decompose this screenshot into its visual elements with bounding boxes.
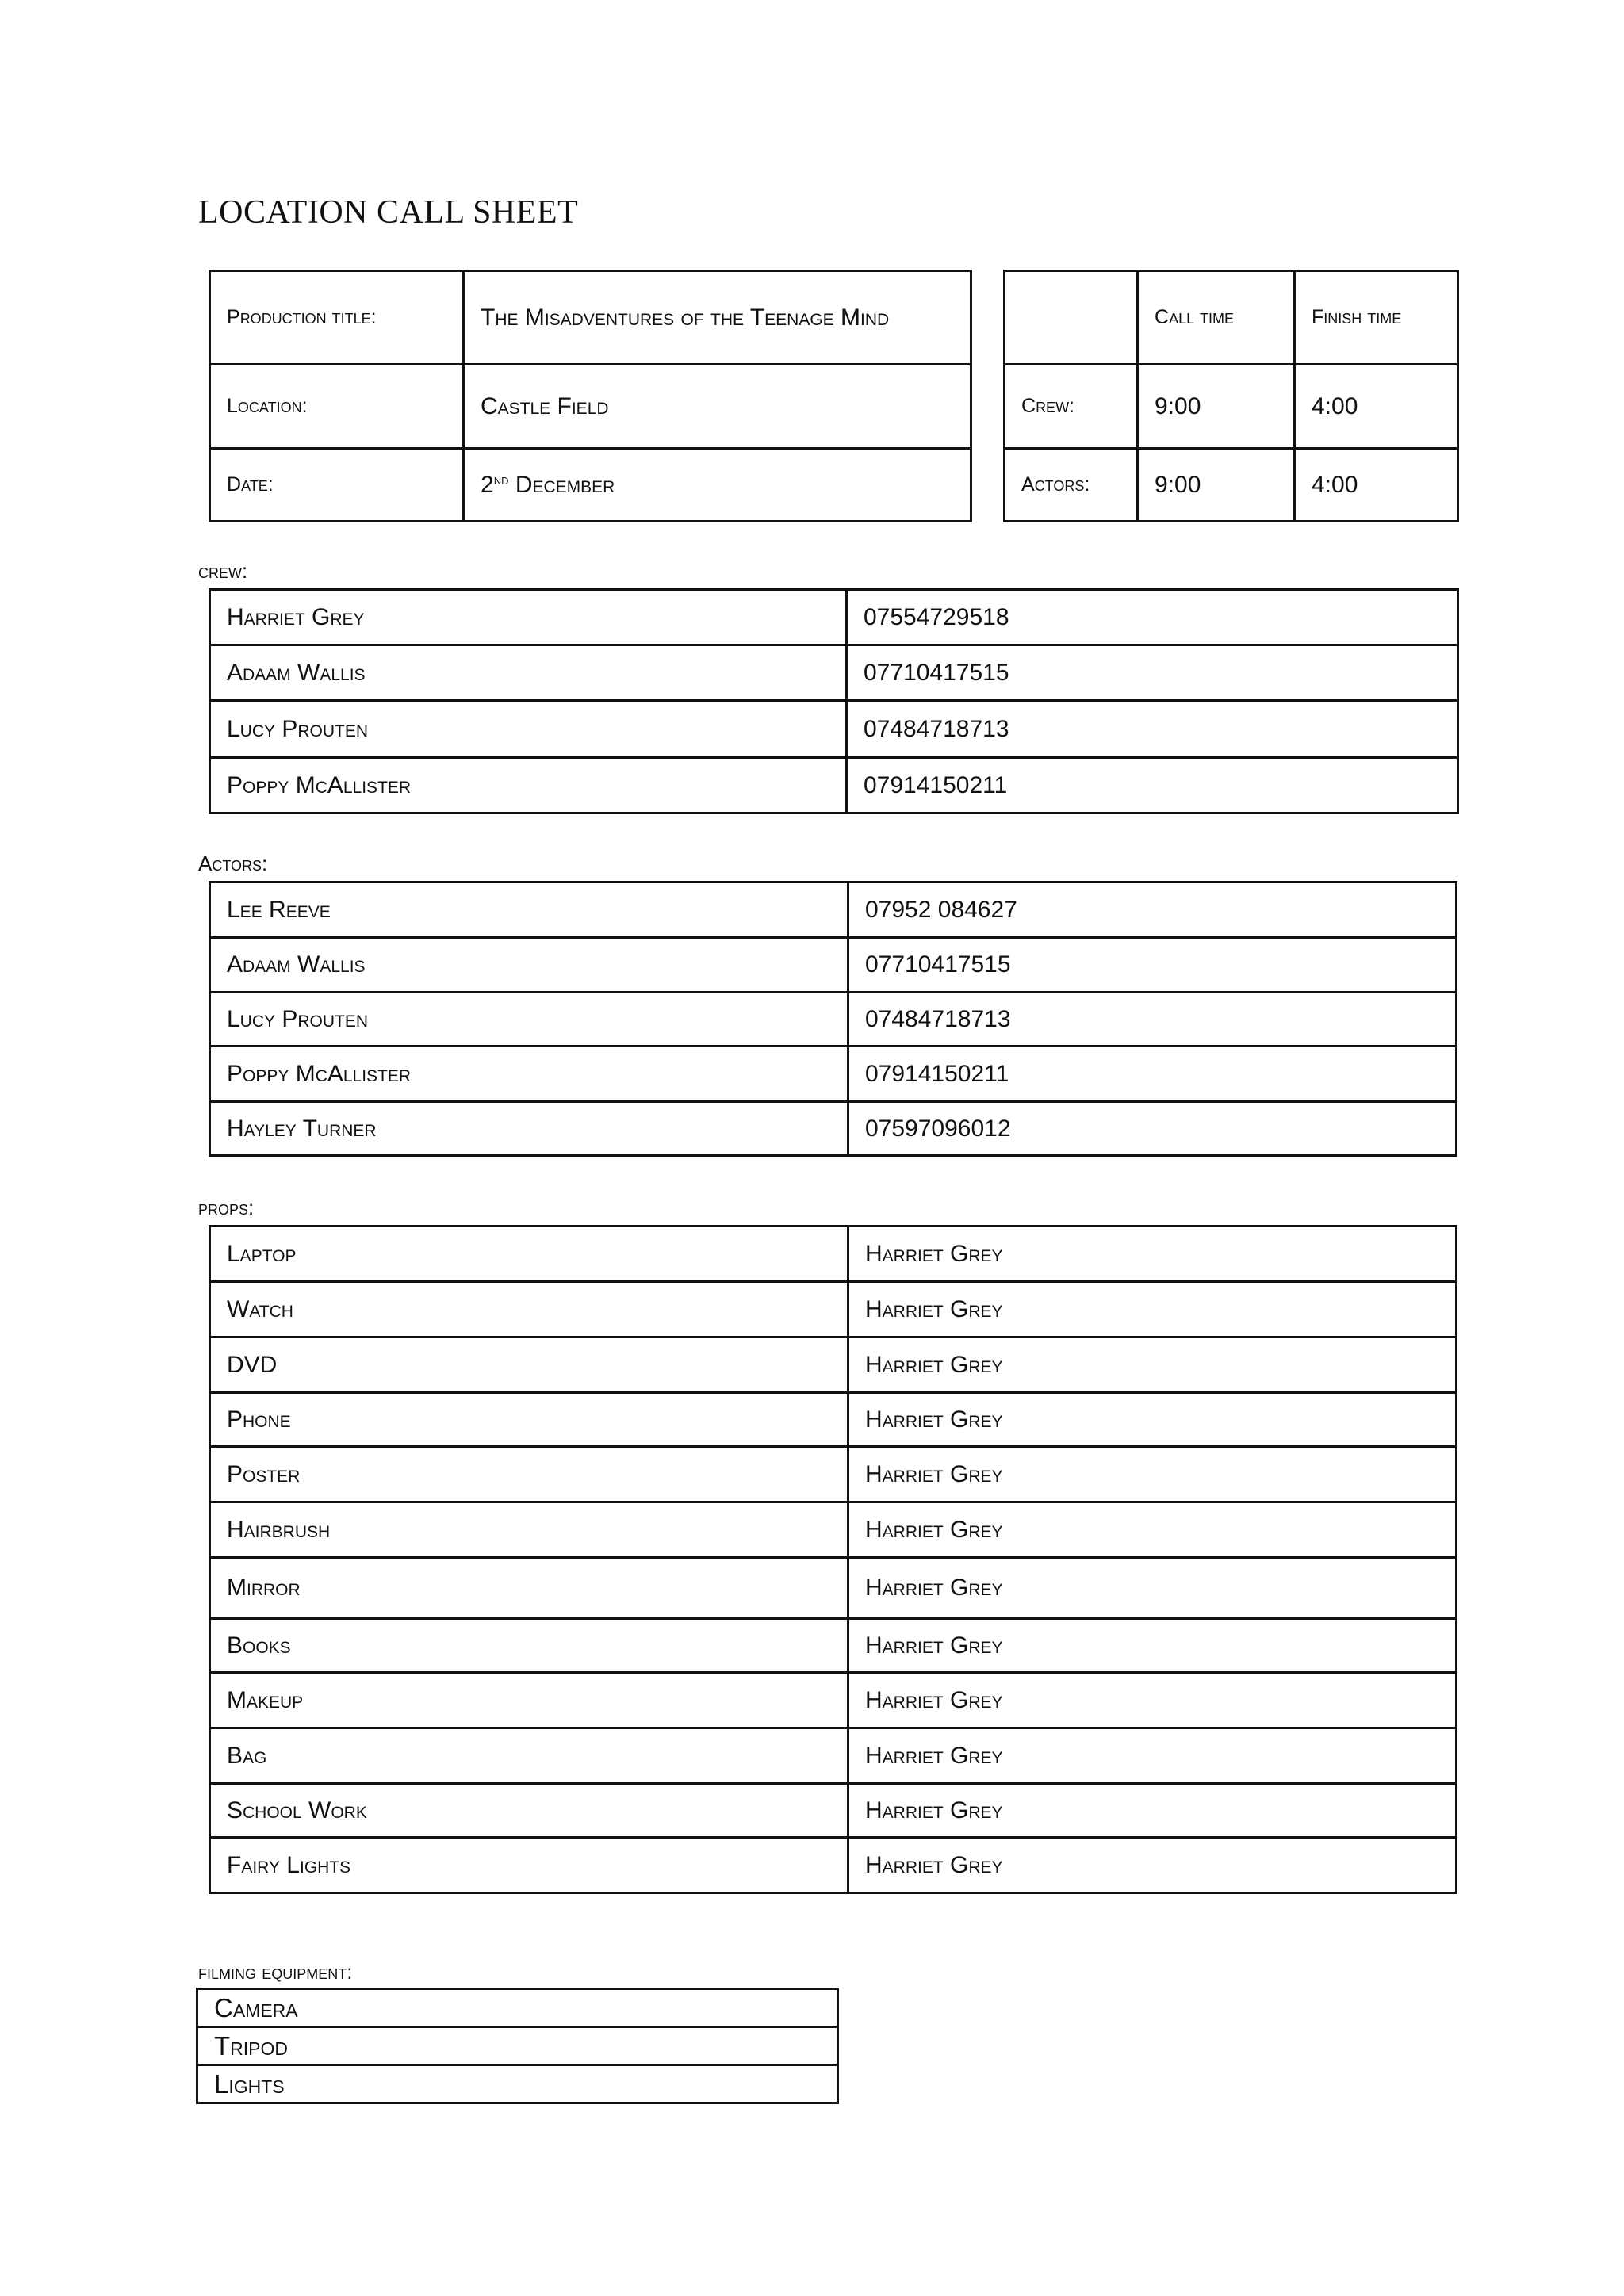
production-title-label: Production title:: [210, 271, 464, 365]
location-row: [210, 365, 971, 449]
props-table: [209, 1225, 1457, 1894]
prop-item: School Work: [210, 1784, 848, 1838]
prop-item: Mirror: [210, 1558, 848, 1619]
crew-name: Adaam Wallis: [210, 645, 847, 701]
prop-owner: Harriet Grey: [848, 1673, 1457, 1728]
crew-call-time: 9:00: [1138, 365, 1295, 449]
actors-finish-time: 4:00: [1295, 449, 1458, 522]
call-times-table: [1003, 270, 1459, 522]
date-value: [464, 449, 971, 522]
prop-owner: Harriet Grey: [848, 1226, 1457, 1282]
crew-name: Harriet Grey: [210, 590, 847, 645]
prop-owner: Harriet Grey: [848, 1728, 1457, 1784]
crew-phone: 07554729518: [847, 590, 1458, 645]
list-item: [197, 2027, 838, 2065]
times-header-empty: [1005, 271, 1138, 365]
table-row: [210, 993, 1457, 1047]
crew-finish-time: 4:00: [1295, 365, 1458, 449]
table-row: [210, 701, 1458, 758]
table-row: [210, 1447, 1457, 1502]
table-row: [210, 758, 1458, 813]
actors-call-time: 9:00: [1138, 449, 1295, 522]
crew-times-label: Crew:: [1005, 365, 1138, 449]
actors-table: [209, 881, 1457, 1157]
crew-phone: 07914150211: [847, 758, 1458, 813]
crew-phone: 07710417515: [847, 645, 1458, 701]
crew-times-row: [1005, 365, 1458, 449]
prop-item: Laptop: [210, 1226, 848, 1282]
prop-owner: Harriet Grey: [848, 1282, 1457, 1337]
date-month: December: [515, 471, 615, 498]
prop-owner: Harriet Grey: [848, 1502, 1457, 1558]
location-label: Location:: [210, 365, 464, 449]
table-row: [210, 1728, 1457, 1784]
list-item: [197, 1989, 838, 2027]
date-label: Date:: [210, 449, 464, 522]
call-time-header: Call time: [1138, 271, 1295, 365]
table-row: [210, 1502, 1457, 1558]
crew-table: [209, 588, 1459, 814]
actors-section-label: Actors:: [198, 851, 268, 875]
table-row: [210, 1226, 1457, 1282]
actor-phone: 07710417515: [848, 938, 1457, 993]
table-row: [210, 1047, 1457, 1102]
table-row: [210, 1784, 1457, 1838]
actor-phone: 07484718713: [848, 993, 1457, 1047]
actor-name: Hayley Turner: [210, 1102, 848, 1156]
table-row: [210, 882, 1457, 938]
equipment-item: Camera: [197, 1989, 838, 2027]
list-item: [197, 2065, 838, 2103]
prop-item: Watch: [210, 1282, 848, 1337]
table-row: [210, 1838, 1457, 1893]
props-section-label: props:: [198, 1196, 255, 1219]
actor-name: Adaam Wallis: [210, 938, 848, 993]
equipment-item: Lights: [197, 2065, 838, 2103]
date-row: [210, 449, 971, 522]
actor-phone: 07597096012: [848, 1102, 1457, 1156]
table-row: [210, 1673, 1457, 1728]
prop-owner: Harriet Grey: [848, 1558, 1457, 1619]
crew-section-label: crew:: [198, 559, 248, 583]
table-row: [210, 590, 1458, 645]
table-row: [210, 645, 1458, 701]
prop-item: Hairbrush: [210, 1502, 848, 1558]
production-info-table: [209, 270, 972, 522]
actor-name: Poppy McAllister: [210, 1047, 848, 1102]
prop-owner: Harriet Grey: [848, 1393, 1457, 1447]
actors-times-label: Actors:: [1005, 449, 1138, 522]
times-header-row: [1005, 271, 1458, 365]
table-row: [210, 1337, 1457, 1393]
date-day: 2: [481, 471, 494, 498]
prop-owner: Harriet Grey: [848, 1784, 1457, 1838]
actor-phone: 07914150211: [848, 1047, 1457, 1102]
prop-item: Poster: [210, 1447, 848, 1502]
crew-name: Lucy Prouten: [210, 701, 847, 758]
prop-item: Phone: [210, 1393, 848, 1447]
prop-item: Books: [210, 1619, 848, 1673]
date-suffix: nd: [493, 471, 509, 488]
table-row: [210, 1393, 1457, 1447]
prop-item: Bag: [210, 1728, 848, 1784]
prop-owner: Harriet Grey: [848, 1838, 1457, 1893]
finish-time-header: finish time: [1295, 271, 1458, 365]
actors-times-row: [1005, 449, 1458, 522]
actor-name: Lee Reeve: [210, 882, 848, 938]
prop-owner: Harriet Grey: [848, 1337, 1457, 1393]
production-title-row: [210, 271, 971, 365]
actor-phone: 07952 084627: [848, 882, 1457, 938]
equipment-section-label: filming equipment:: [198, 1960, 353, 1984]
table-row: [210, 1558, 1457, 1619]
crew-name: Poppy McAllister: [210, 758, 847, 813]
prop-item: Fairy Lights: [210, 1838, 848, 1893]
location-value: Castle Field: [464, 365, 971, 449]
actor-name: Lucy Prouten: [210, 993, 848, 1047]
table-row: [210, 1102, 1457, 1156]
prop-item: DVD: [210, 1337, 848, 1393]
page-title: LOCATION CALL SHEET: [198, 194, 579, 231]
equipment-table: [196, 1988, 839, 2104]
production-title-value: The Misadventures of the Teenage Mind: [464, 271, 971, 365]
equipment-item: Tripod: [197, 2027, 838, 2065]
table-row: [210, 1619, 1457, 1673]
crew-phone: 07484718713: [847, 701, 1458, 758]
table-row: [210, 1282, 1457, 1337]
prop-owner: Harriet Grey: [848, 1619, 1457, 1673]
prop-owner: Harriet Grey: [848, 1447, 1457, 1502]
prop-item: Makeup: [210, 1673, 848, 1728]
table-row: [210, 938, 1457, 993]
